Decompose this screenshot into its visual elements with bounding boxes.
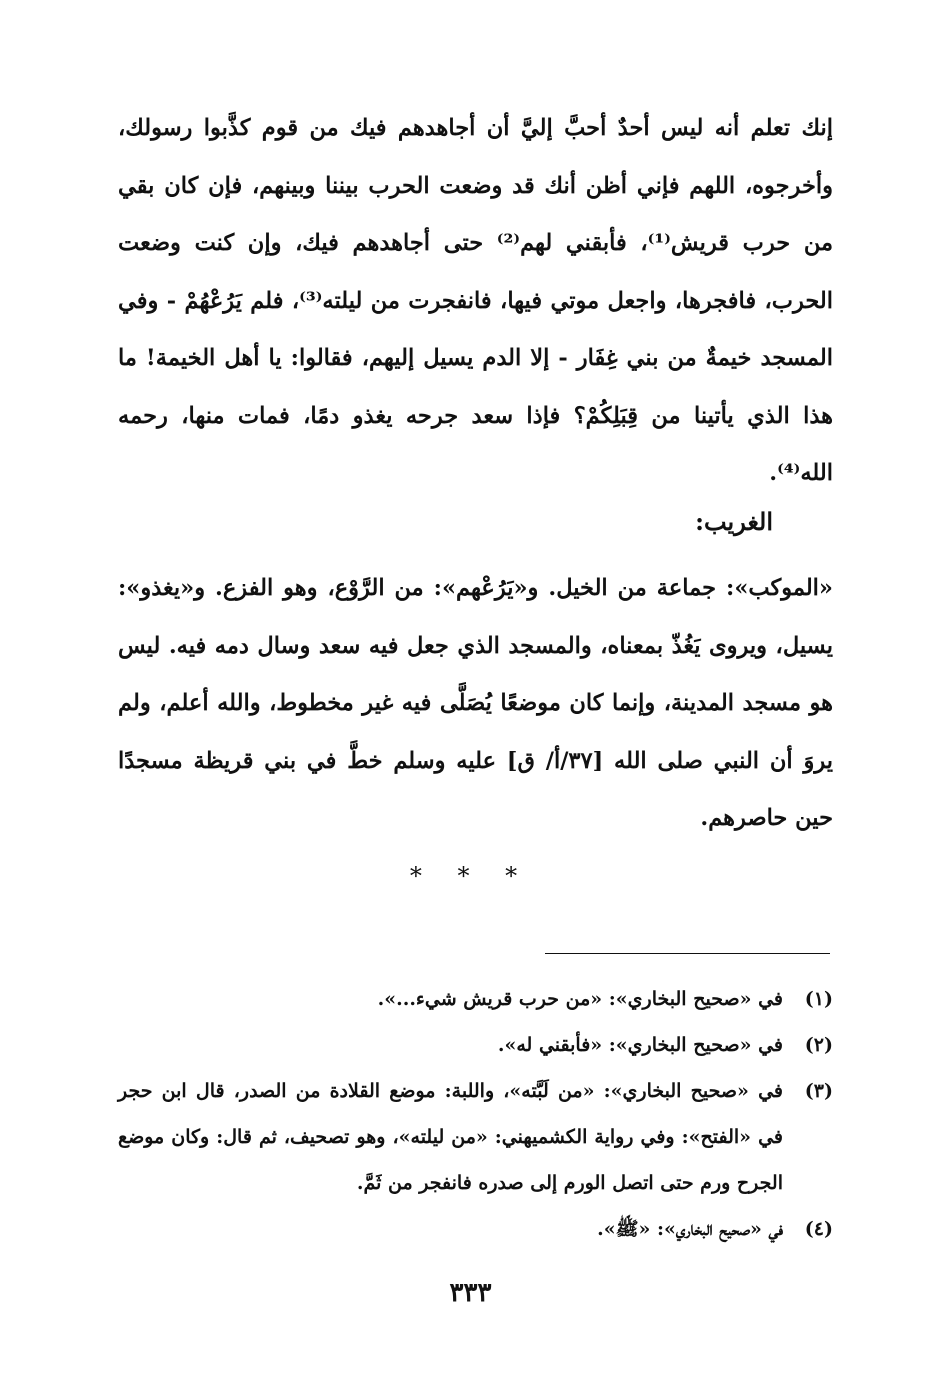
- footnote: [118, 1068, 833, 1206]
- footnote-text: في «صحيح البخاري»: «من حرب قريش شيء...».: [377, 988, 783, 1010]
- footnote-number: (٢): [804, 1034, 833, 1056]
- glossary-heading: الغريب:: [695, 507, 773, 536]
- footnote: [118, 976, 833, 1022]
- footnote: [118, 1206, 833, 1252]
- footnote-separator: [545, 953, 830, 954]
- footnote-text: في «صحيح البخاري»: «من لَبَّته»، واللبة: موضع القلادة من الصدر، قال ابن حجر في «الفتح»: وفي رواية الكشميهني: «من ليلته»، وهو تصحيف، ثم قال: وكان موضع الجرح ورم حتى اتصل الورم إلى صدره فانفجر من ثَمَّ.: [118, 1080, 783, 1194]
- footnotes: [118, 976, 833, 1252]
- footnote-number: (١): [804, 988, 833, 1010]
- glossary-paragraph: «الموكب»: جماعة من الخيل. و«يَرُعْهم»: من الرَّوْع، وهو الفزع. و«يغذو»: يسيل، ويروى يَغُذّ بمعناه، والمسجد الذي جعل فيه سعد وسال دمه فيه. ليس هو مسجد المدينة، وإنما كان موضعًا يُصَلَّى فيه غير مخطوط، والله أعلم، ولم يروَ أن النبي صلى الله [٣٧/أ/ ق] عليه وسلم خطَّ في بني قريظة مسجدًا حين حاصرهم.: [118, 575, 833, 831]
- section-ornament: * * *: [409, 862, 532, 890]
- footnote-text: في «صحيح البخاري»: «ﷺ».: [597, 1218, 783, 1240]
- page-number: ٣٣٣: [449, 1278, 492, 1308]
- glossary-text: [118, 560, 833, 848]
- footnote-text: في «صحيح البخاري»: «فأبقني له».: [497, 1034, 783, 1056]
- footnote-number: (٤): [804, 1218, 833, 1240]
- main-text: [118, 100, 833, 503]
- footnote: [118, 1022, 833, 1068]
- footnote-number: (٣): [804, 1080, 833, 1102]
- main-paragraph: إنك تعلم أنه ليس أحدٌ أحبَّ إليَّ أن أجاهدهم فيك من قوم كذَّبوا رسولك، وأخرجوه، اللهم فإني أظن أنك قد وضعت الحرب بيننا وبينهم، فإن كان بقي من حرب قريش⁽¹⁾، فأبقني لهم⁽²⁾ حتى أجاهدهم فيك، وإن كنت وضعت الحرب، فافجرها، واجعل موتي فيها، فانفجرت من ليلته⁽³⁾، فلم يَرُعْهُمْ - وفي المسجد خيمةٌ من بني غِفَار - إلا الدم يسيل إليهم، فقالوا: يا أهل الخيمة! ما هذا الذي يأتينا من قِبَلِكُمْ؟ فإذا سعد جرحه يغذو دمًا، فمات منها، رحمه الله⁽⁴⁾.: [118, 115, 834, 486]
